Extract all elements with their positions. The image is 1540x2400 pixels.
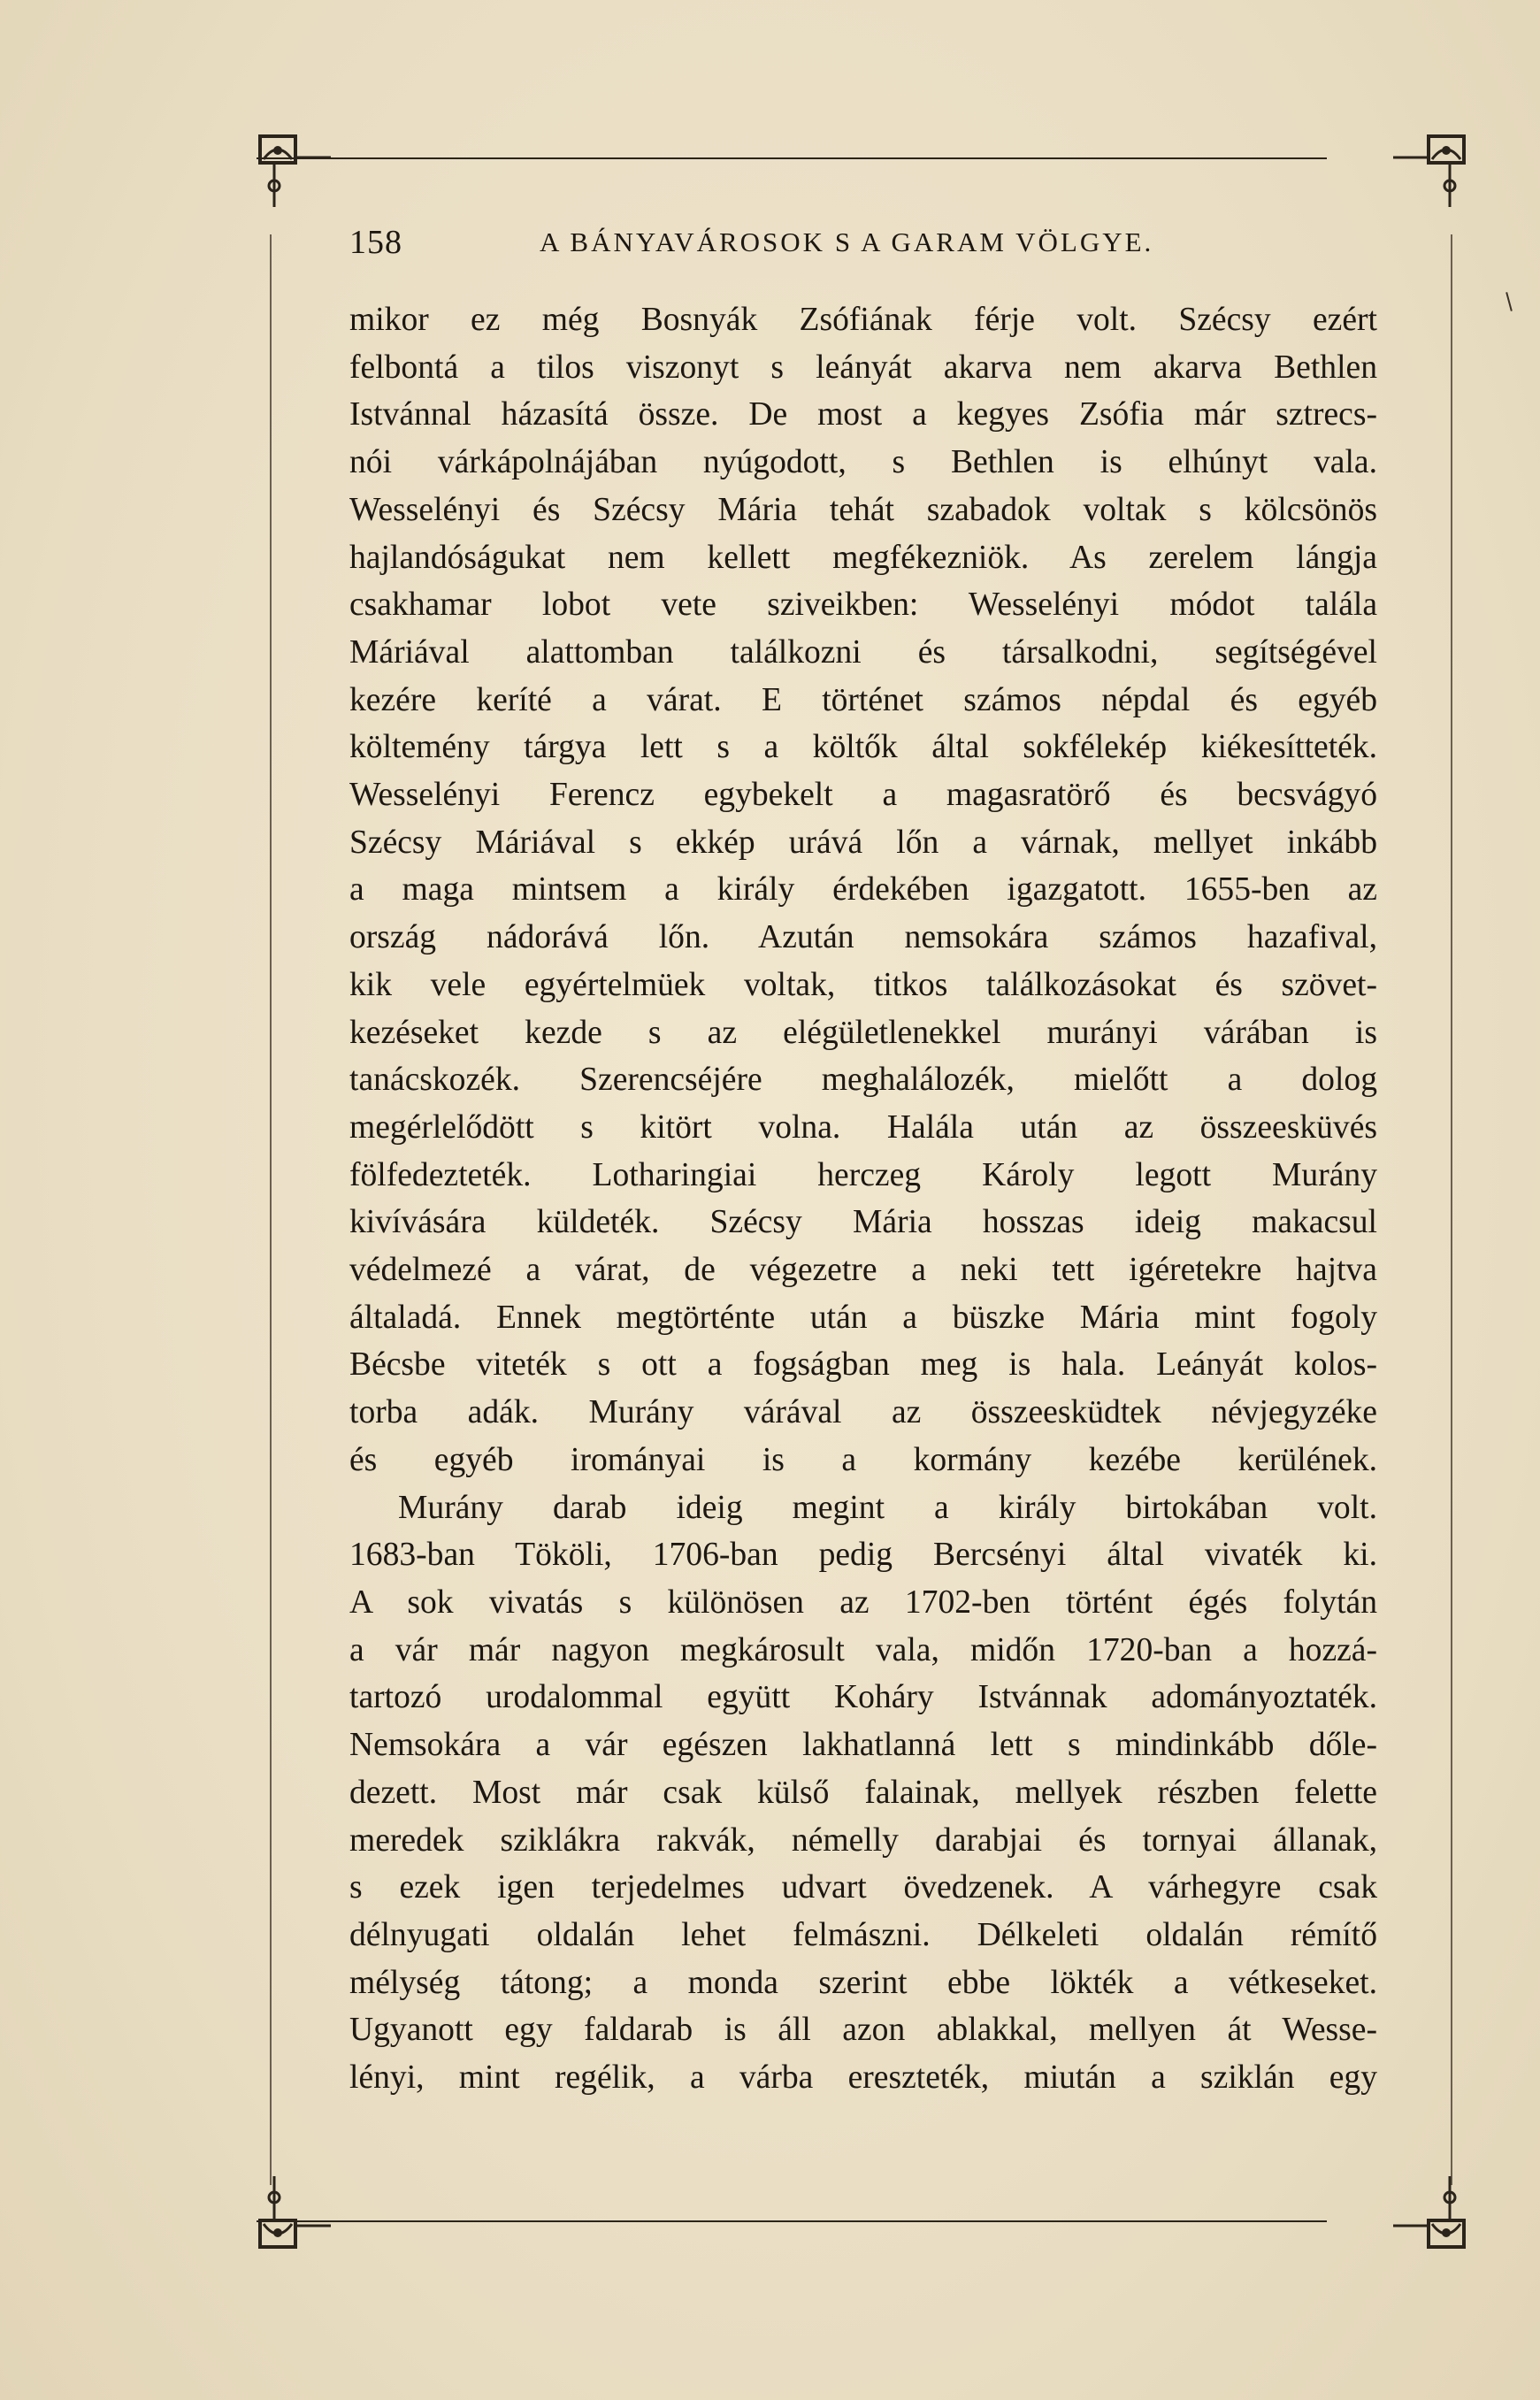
text-line: délnyugati oldalán lehet felmászni. Délkeleti oldalán rémítő <box>349 1916 1377 1953</box>
text-line: mikor ez még Bosnyák Zsófiának férje volt. Szécsy ezért <box>349 302 1377 338</box>
corner-ornament-icon <box>257 2176 331 2250</box>
frame-right-line <box>1451 234 1452 2185</box>
text-line: általadá. Ennek megtörténte után a büszke Mária mint fogoly <box>349 1299 1377 1336</box>
text-line: kezéseket kezde s az elégületlenekkel murányi várában is <box>349 1014 1377 1051</box>
running-title: A BÁNYAVÁROSOK S A GARAM VÖLGYE. <box>540 226 1154 257</box>
text-line: felbontá a tilos viszonyt s leányát akarva nem akarva Bethlen <box>349 349 1377 386</box>
text-line: ország nádorává lőn. Azután nemsokára számos hazafival, <box>349 919 1377 956</box>
text-line: a maga mintsem a király érdekében igazgatott. 1655-ben az <box>349 871 1377 909</box>
text-line: kezére keríté a várat. E történet számos népdal és egyéb <box>349 681 1377 718</box>
margin-tick <box>1506 292 1513 311</box>
body-text <box>349 296 1377 2102</box>
text-line: Bécsbe viteték s ott a fogságban meg is hala. Leányát kolos- <box>349 1346 1377 1384</box>
text-line: Ugyanott egy faldarab is áll azon ablakkal, mellyen át Wesse- <box>349 2012 1377 2049</box>
corner-ornament-icon <box>257 133 331 207</box>
page-number: 158 <box>349 224 402 261</box>
text-line: megérlelődött s kitört volna. Halála után az összeesküvés <box>349 1108 1377 1146</box>
text-line: meredek sziklákra rakvák, némelly darabjai és tornyai állanak, <box>349 1821 1377 1859</box>
frame-left-line <box>270 234 272 2185</box>
text-line: tanácskozék. Szerencséjére meghalálozék, mielőtt a dolog <box>349 1062 1377 1099</box>
text-line: mélység tátong; a monda szerint ebbe lökték a vétkeseket. <box>349 1964 1377 2001</box>
corner-ornament-icon <box>1393 133 1467 207</box>
text-line: és egyéb irományai is a kormány kezébe kerülének. <box>349 1441 1377 1478</box>
text-line: csakhamar lobot vete sziveikben: Wesselényi módot talála <box>349 587 1377 624</box>
text-line: tartozó urodalommal együtt Koháry Istvánnak adományoztaték. <box>349 1679 1377 1716</box>
text-line: Murány darab ideig megint a király birtokában volt. <box>398 1489 1377 1526</box>
text-line: Wesselényi Ferencz egybekelt a magasratörő és becsvágyó <box>349 777 1377 814</box>
text-line: Szécsy Máriával s ekkép urává lőn a várnak, mellyet inkább <box>349 824 1377 861</box>
text-line: lényi, mint regélik, a várba ereszteték, miután a sziklán egy <box>349 2059 1377 2097</box>
text-line: költemény tárgya lett s a költők által sokfélekép kiékesítteték. <box>349 729 1377 766</box>
text-line: 1683-ban Tököli, 1706-ban pedig Bercsényi által vivaték ki. <box>349 1537 1377 1574</box>
frame-bottom-line <box>257 2220 1327 2222</box>
text-line: a vár már nagyon megkárosult vala, midőn 1720-ban a hozzá- <box>349 1631 1377 1668</box>
text-line: kivívására küldeték. Szécsy Mária hosszas ideig makacsul <box>349 1204 1377 1241</box>
text-line: Máriával alattomban találkozni és társalkodni, segítségével <box>349 633 1377 671</box>
text-line: nói várkápolnájában nyúgodott, s Bethlen is elhúnyt vala. <box>349 444 1377 481</box>
text-line: s ezek igen terjedelmes udvart övedzenek. A várhegyre csak <box>349 1869 1377 1906</box>
text-line: torba adák. Murány várával az összeesküdtek névjegyzéke <box>349 1394 1377 1431</box>
page-header <box>349 223 1402 267</box>
text-line: Nemsokára a vár egészen lakhatlanná lett s mindinkább dőle- <box>349 1727 1377 1764</box>
corner-ornament-icon <box>1393 2176 1467 2250</box>
text-line: Istvánnal házasítá össze. De most a kegyes Zsófia már sztrecs- <box>349 396 1377 433</box>
text-line: védelmezé a várat, de végezetre a neki tett igéretekre hajtva <box>349 1252 1377 1289</box>
frame-top-line <box>257 157 1327 159</box>
text-line: Wesselényi és Szécsy Mária tehát szabadok voltak s kölcsönös <box>349 491 1377 528</box>
text-line: dezett. Most már csak külső falainak, mellyek részben felette <box>349 1774 1377 1811</box>
text-line: fölfedezteték. Lotharingiai herczeg Károly legott Murány <box>349 1156 1377 1193</box>
text-line: kik vele egyértelmüek voltak, titkos találkozásokat és szövet- <box>349 966 1377 1003</box>
text-line: hajlandóságukat nem kellett megfékezniök. As zerelem lángja <box>349 539 1377 576</box>
text-line: A sok vivatás s különösen az 1702-ben történt égés folytán <box>349 1583 1377 1621</box>
